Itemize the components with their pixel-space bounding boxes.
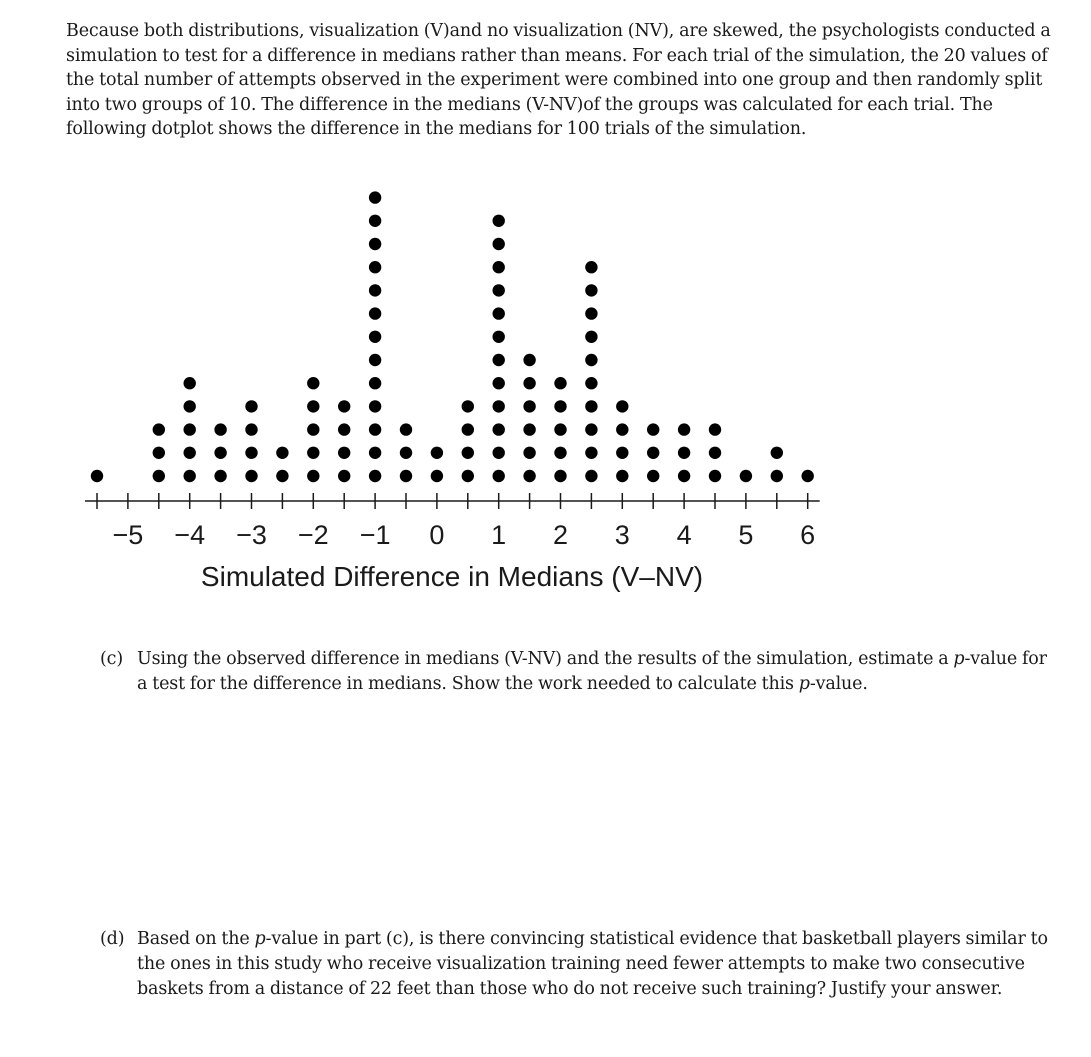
dot <box>585 354 597 366</box>
x-tick-label: −5 <box>112 520 144 550</box>
dot <box>369 215 381 227</box>
dot <box>369 307 381 319</box>
dot <box>400 423 412 435</box>
dot <box>554 377 566 389</box>
question-c-label: (c) <box>100 649 124 669</box>
x-tick-label: −2 <box>297 520 329 550</box>
dot <box>523 400 535 412</box>
dot <box>616 423 628 435</box>
dot <box>245 423 257 435</box>
dot <box>153 447 165 459</box>
dot <box>369 191 381 203</box>
x-tick-label: −4 <box>174 520 206 550</box>
dot <box>276 470 288 482</box>
dot <box>184 423 196 435</box>
dot <box>462 400 474 412</box>
dot <box>771 470 783 482</box>
dot <box>431 470 443 482</box>
dot <box>678 423 690 435</box>
dot <box>554 400 566 412</box>
dot <box>245 400 257 412</box>
dot <box>431 447 443 459</box>
dot <box>523 354 535 366</box>
question-d-label: (d) <box>100 929 125 949</box>
x-tick-label: 6 <box>800 520 816 550</box>
dot <box>585 377 597 389</box>
x-tick-label: −1 <box>359 520 391 550</box>
dot <box>369 400 381 412</box>
dot <box>493 307 505 319</box>
dot <box>709 423 721 435</box>
question-c-text: Using the observed difference in medians (V-NV) and the results of the simulation, estimate a p-value for a test for the difference in medians. Show the work needed to calculate this p-value. <box>137 649 1047 694</box>
dot <box>307 400 319 412</box>
dot <box>585 470 597 482</box>
dot <box>493 354 505 366</box>
x-axis-label: Simulated Difference in Medians (V–NV) <box>200 561 704 592</box>
dot <box>523 447 535 459</box>
dot <box>214 423 226 435</box>
dot <box>493 447 505 459</box>
dot <box>585 447 597 459</box>
dot <box>493 261 505 273</box>
dot <box>616 400 628 412</box>
dot <box>184 377 196 389</box>
x-tick-label: 0 <box>429 520 445 550</box>
dot <box>462 470 474 482</box>
dot <box>184 400 196 412</box>
question-c <box>100 647 1060 697</box>
dot <box>647 470 659 482</box>
dot <box>493 238 505 250</box>
dot <box>369 423 381 435</box>
dot <box>585 331 597 343</box>
dot <box>554 423 566 435</box>
dot <box>369 261 381 273</box>
dot <box>585 307 597 319</box>
dot <box>647 447 659 459</box>
dot <box>338 423 350 435</box>
dot <box>153 470 165 482</box>
dot <box>554 447 566 459</box>
x-tick-label: 4 <box>676 520 692 550</box>
dot <box>307 447 319 459</box>
dot <box>214 447 226 459</box>
dot <box>493 470 505 482</box>
x-tick-label: 1 <box>491 520 507 550</box>
dot <box>338 470 350 482</box>
intro-paragraph: Because both distributions, visualization (V)and no visualization (NV), are skewed, the psychologists conducted a simulation to test for a difference in medians rather than means. For each trial of the simulation, the 20 values of the total number of attempts observed in the experiment were combined into one group and then randomly split into two groups of 10. The difference in the medians (V-NV)of the groups was calculated for each trial. The following dotplot shows the difference in the medians for 100 trials of the simulation. <box>66 21 1051 139</box>
dot <box>523 377 535 389</box>
dot <box>369 331 381 343</box>
dot <box>493 423 505 435</box>
dot <box>802 470 814 482</box>
dot <box>647 423 659 435</box>
dot <box>616 447 628 459</box>
dot <box>91 470 103 482</box>
dot <box>369 354 381 366</box>
dot <box>245 470 257 482</box>
dot <box>493 400 505 412</box>
dot <box>585 284 597 296</box>
dot <box>369 447 381 459</box>
dot <box>678 470 690 482</box>
dot <box>740 470 752 482</box>
dot <box>214 470 226 482</box>
dot <box>523 470 535 482</box>
x-tick-label: −3 <box>236 520 267 550</box>
dot <box>369 377 381 389</box>
dot <box>493 331 505 343</box>
dot <box>184 447 196 459</box>
dot <box>585 261 597 273</box>
dot <box>400 470 412 482</box>
dot <box>709 470 721 482</box>
dot <box>338 447 350 459</box>
x-tick-label: 2 <box>552 520 569 550</box>
x-axis <box>85 493 820 550</box>
dot <box>338 400 350 412</box>
dots <box>91 191 814 482</box>
dot <box>245 447 257 459</box>
dot <box>369 470 381 482</box>
dot <box>493 377 505 389</box>
dot <box>462 423 474 435</box>
dot <box>462 447 474 459</box>
dot <box>307 377 319 389</box>
dot <box>369 284 381 296</box>
dot <box>585 423 597 435</box>
dot <box>585 400 597 412</box>
dot <box>153 423 165 435</box>
question-d <box>100 927 1060 1002</box>
x-tick-label: 3 <box>614 520 630 550</box>
dot <box>307 423 319 435</box>
dot <box>369 238 381 250</box>
dot <box>554 470 566 482</box>
dot <box>771 447 783 459</box>
dot <box>184 470 196 482</box>
dot <box>616 470 628 482</box>
dot <box>307 470 319 482</box>
question-d-text: Based on the p-value in part (c), is there convincing statistical evidence that basketball players similar to the ones in this study who receive visualization training need fewer attempts to make two consecutive baskets from a distance of 22 feet than those who do not receive such training? Justify your answer. <box>137 929 1048 999</box>
dot <box>523 423 535 435</box>
dot <box>276 447 288 459</box>
dot <box>493 284 505 296</box>
dot <box>709 447 721 459</box>
dot <box>400 447 412 459</box>
dot <box>678 447 690 459</box>
dot <box>493 215 505 227</box>
x-tick-label: 5 <box>738 520 754 550</box>
